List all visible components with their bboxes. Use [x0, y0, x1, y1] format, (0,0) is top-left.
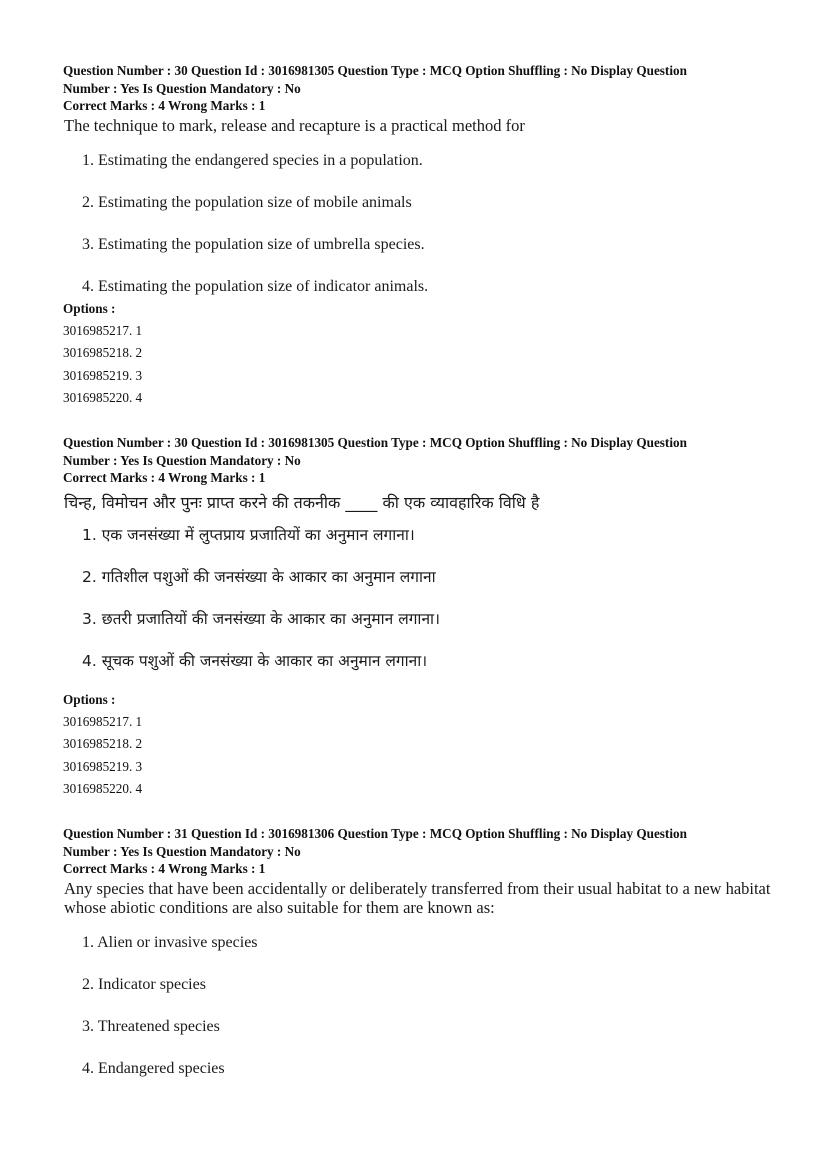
question-header-line2: Number : Yes Is Question Mandatory : No — [63, 452, 301, 468]
option-id-2: 3016985218. 2 — [63, 736, 143, 751]
answer-choice-2: 2. Indicator species — [82, 975, 206, 993]
marks-line: Correct Marks : 4 Wrong Marks : 1 — [63, 470, 266, 485]
answer-choices — [82, 151, 773, 296]
answer-choice-3: 3. छतरी प्रजातियों की जनसंख्या के आकार का अनुमान लगाना। — [82, 609, 440, 628]
answer-choice-3: 3. Estimating the population size of umbrella species. — [82, 235, 425, 253]
answer-choices — [82, 523, 773, 673]
option-id-4: 3016985220. 4 — [63, 781, 143, 796]
answer-choice-1: 1. एक जनसंख्या में लुप्तप्राय प्रजातियों का अनुमान लगाना। — [82, 525, 415, 544]
answer-choice-2: 2. गतिशील पशुओं की जनसंख्या के आकार का अनुमान लगाना — [82, 567, 436, 586]
question-block-31-english — [63, 825, 773, 1078]
answer-choices — [82, 933, 773, 1078]
option-id-1: 3016985217. 1 — [63, 713, 143, 729]
question-header-line1: Question Number : 30 Question Id : 3016981305 Question Type : MCQ Option Shuffling : No Display Question — [63, 435, 687, 450]
answer-choice-1: 1. Alien or invasive species — [82, 933, 258, 951]
question-block-30-hindi — [63, 434, 773, 797]
option-id-3: 3016985219. 3 — [63, 758, 143, 774]
question-text: Any species that have been accidentally or deliberately transferred from their usual habitat to a new habitat whose abiotic conditions are also suitable for them are known as: — [64, 878, 771, 917]
question-header-line1: Question Number : 30 Question Id : 3016981305 Question Type : MCQ Option Shuffling : No Display Question — [63, 63, 687, 78]
option-id-2: 3016985218. 2 — [63, 345, 143, 360]
question-header-line2: Number : Yes Is Question Mandatory : No — [63, 843, 301, 859]
question-header-line2: Number : Yes Is Question Mandatory : No — [63, 80, 301, 96]
option-id-3: 3016985219. 3 — [63, 367, 143, 383]
option-id-1: 3016985217. 1 — [63, 322, 143, 338]
question-header-line1: Question Number : 31 Question Id : 3016981306 Question Type : MCQ Option Shuffling : No Display Question — [63, 826, 687, 841]
answer-choice-4: 4. सूचक पशुओं की जनसंख्या के आकार का अनुमान लगाना। — [82, 651, 428, 670]
option-id-4: 3016985220. 4 — [63, 390, 143, 405]
options-heading: Options : — [63, 691, 116, 707]
answer-choice-3: 3. Threatened species — [82, 1017, 220, 1035]
answer-choice-4: 4. Endangered species — [82, 1059, 225, 1077]
answer-choice-2: 2. Estimating the population size of mobile animals — [82, 193, 412, 211]
answer-choice-4: 4. Estimating the population size of indicator animals. — [82, 277, 429, 295]
question-text: The technique to mark, release and recapture is a practical method for — [64, 115, 525, 135]
options-heading: Options : — [63, 300, 116, 316]
answer-choice-1: 1. Estimating the endangered species in a population. — [82, 151, 423, 169]
marks-line: Correct Marks : 4 Wrong Marks : 1 — [63, 861, 266, 876]
marks-line: Correct Marks : 4 Wrong Marks : 1 — [63, 98, 266, 113]
question-text: चिन्ह, विमोचन और पुनः प्राप्त करने की तकनीक ____ की एक व्यावहारिक विधि है — [64, 492, 540, 512]
question-block-30-english — [63, 62, 773, 406]
question-paper-page — [63, 62, 773, 1106]
